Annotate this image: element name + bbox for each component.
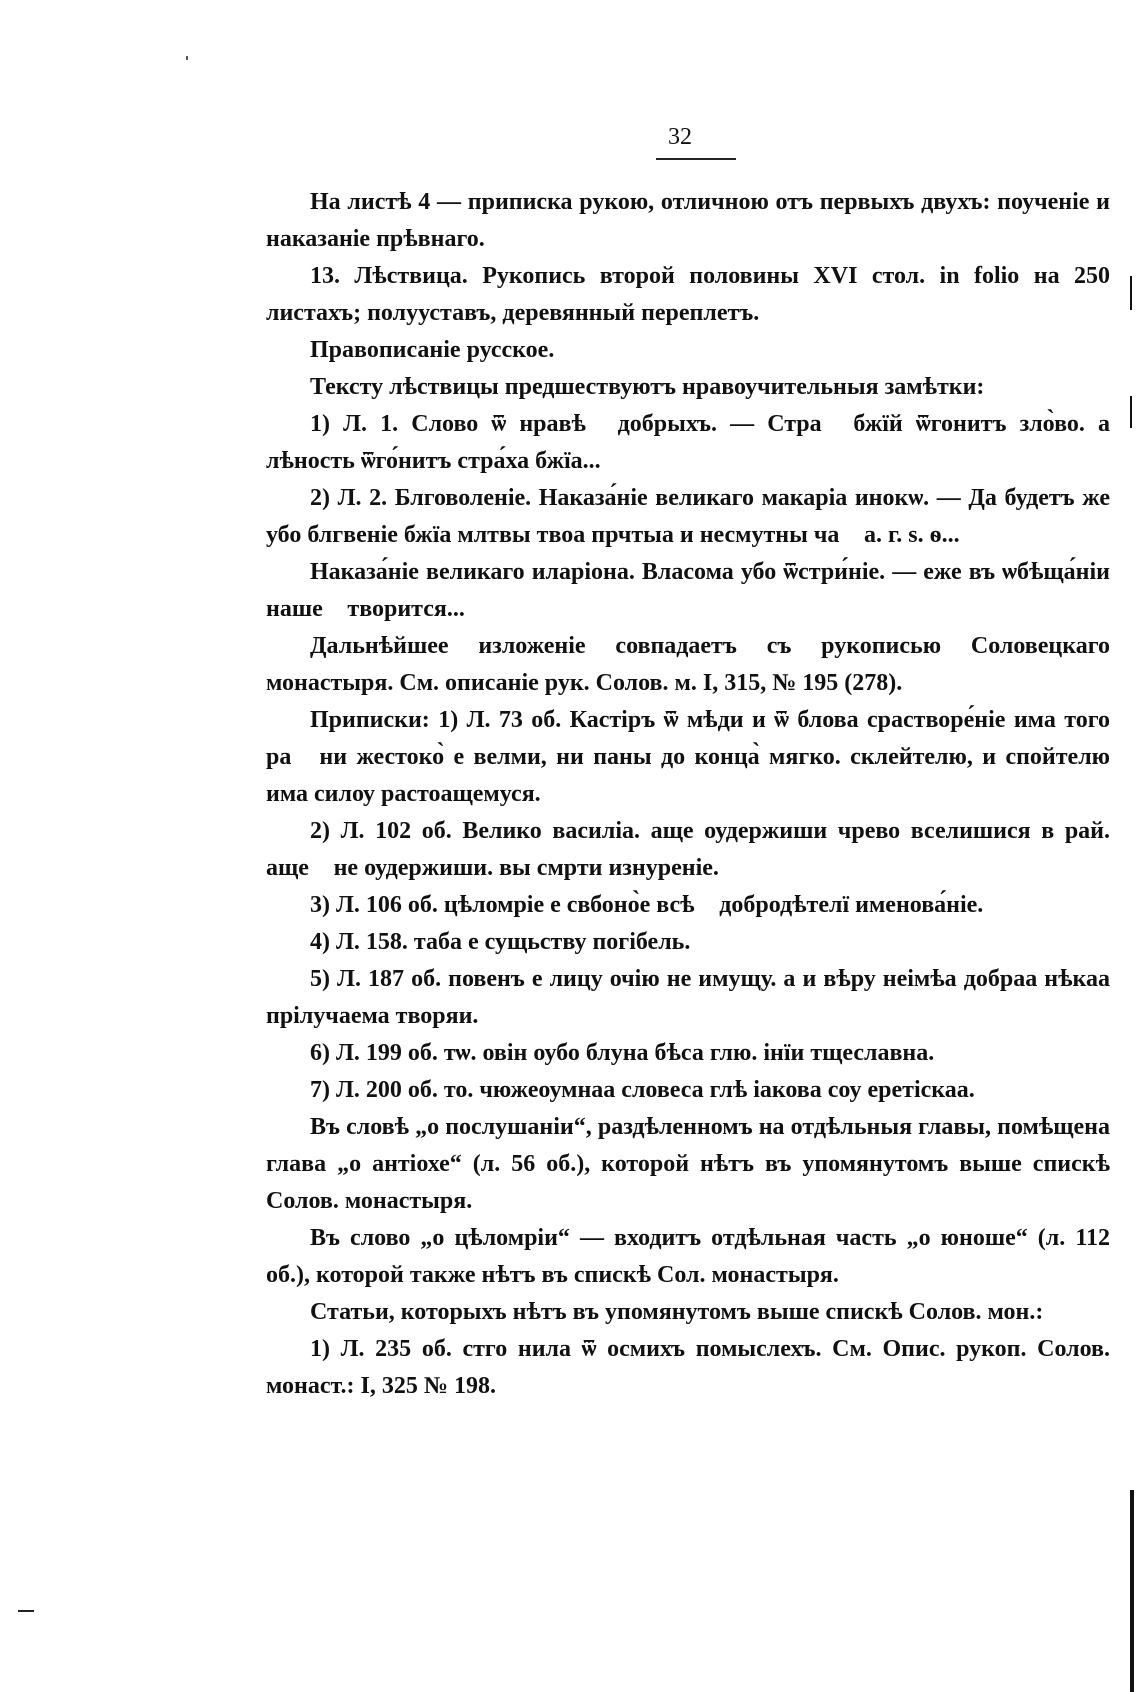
note-2: 2) Л. 2. Блговоленіе. Наказа́ніе великаго макаріа инокѡ. — Да будетъ же убо блгвеніе бжїа млтвы твоа прчтыа и несмутны чаⷭ а. г. ѕ. ѳ... — [266, 485, 1110, 548]
paragraph: На листѣ 4 — приписка рукою, отличною отъ первыхъ двухъ: поученіе и наказаніе прѣвнаго. — [266, 189, 1110, 252]
page-number-rule — [656, 158, 736, 160]
note-hilarion: Наказа́ніе великаго иларіона. Власома убо ѿстри́ніе. — еже въ ѡбѣща́ніи нашеⷨ творится... — [266, 559, 1110, 622]
annotation-3: 3) Л. 106 об. цѣломріе е свбоно̀е всѣⷯ добродѣтелї именова́ніе. — [310, 892, 984, 918]
paragraph: Статьи, которыхъ нѣтъ въ упомянутомъ выше спискѣ Солов. мон.: — [310, 1299, 1044, 1325]
page-number: 32 — [668, 124, 692, 150]
annotation-7: 7) Л. 200 об. то. чюжеоумнаа словеса глѣ іакова соу еретіскаа. — [310, 1077, 975, 1103]
note-1: 1) Л. 1. Слово ѿ нравѣⷯ добрыхъ. — Страⷯ бжїй ѿгонитъ зло̀во. а лѣность ѿго́нитъ стра́ха бжїа... — [266, 411, 1110, 474]
paragraph: Въ слово „о цѣломріи“ — входитъ отдѣльная часть „о юноше“ (л. 112 об.), которой также нѣтъ въ спискѣ Сол. монастыря. — [266, 1225, 1110, 1288]
page-edge-line — [1130, 1490, 1134, 1692]
annotation-2: 2) Л. 102 об. Велико василіа. аще оудержиши чрево вселишися в рай. ащеⷤ не оудержиши. вы смрти изнуреніе. — [266, 818, 1110, 881]
article-1: 1) Л. 235 об. стго нила ѿ осмихъ помыслехъ. См. Опис. рукоп. Солов. монаст.: I, 325 № 198. — [266, 1336, 1110, 1399]
paragraph: Тексту лѣствицы предшествуютъ нравоучительныя замѣтки: — [310, 374, 985, 400]
annotation-1: Приписки: 1) Л. 73 об. Кастіръ ѿ мѣди и ѿ блова срастворе́ніе има того раⷣ ни жестоко̀ е велми, ни паны до конца̀ мягко. склейтелю, и спойтелю има силоу растоащемуся. — [266, 707, 1110, 807]
annotation-6: 6) Л. 199 об. тѡ. овін оубо блуна бѣса глю. інїи тщеславна. — [310, 1040, 935, 1066]
scan-mark — [18, 1610, 34, 1612]
scan-mark — [186, 56, 188, 60]
paragraph: Дальнѣйшее изложеніе совпадаетъ съ рукописью Соловецкаго монастыря. См. описаніе рук. Солов. м. I, 315, № 195 (278). — [266, 633, 1110, 696]
annotation-4: 4) Л. 158. таба е сущьству погібель. — [310, 929, 691, 955]
paragraph: Правописаніе русское. — [310, 337, 555, 363]
page-edge-tick — [1130, 396, 1132, 428]
paragraph: Въ словѣ „о послушаніи“, раздѣленномъ на отдѣльныя главы, помѣщена глава „о антіохе“ (л. 56 об.), которой нѣтъ въ упомянутомъ выше спискѣ Солов. монастыря. — [266, 1114, 1110, 1214]
page-edge-tick — [1130, 276, 1132, 310]
paragraph-item-13: 13. Лѣствица. Рукопись второй половины XVI стол. in folio на 250 листахъ; полууставъ, деревянный переплетъ. — [266, 263, 1110, 326]
body-text — [266, 184, 1110, 1405]
annotation-5: 5) Л. 187 об. повенъ е лицу очію не имущу. а и вѣру неімѣа добраа нѣкаа прілучаема творяи. — [266, 966, 1110, 1029]
